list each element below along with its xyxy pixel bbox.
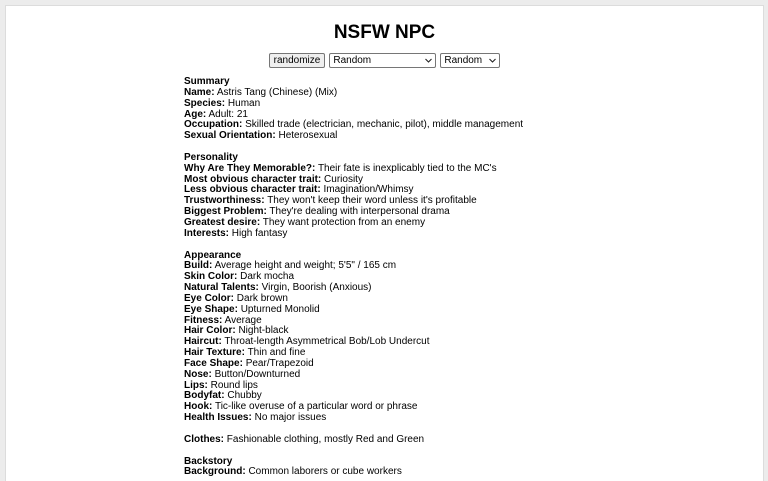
row-label: Lips: <box>184 379 208 391</box>
row-value: They're dealing with interpersonal drama <box>269 206 450 218</box>
summary-heading: Summary <box>184 76 230 87</box>
row-label: Less obvious character trait: <box>184 184 321 196</box>
appearance-section <box>184 251 523 425</box>
row-value: Human <box>227 97 261 109</box>
row-value: Adult: 21 <box>208 108 248 120</box>
row-value: Dark mocha <box>240 271 295 283</box>
row-label: Natural Talents: <box>184 282 259 294</box>
row-value: Thin and fine <box>247 347 306 359</box>
row-label: Eye Color: <box>184 292 235 304</box>
clothes-section <box>184 435 523 446</box>
row-value: Average <box>224 314 262 326</box>
row-label: Face Shape: <box>184 357 243 369</box>
clothes-row <box>184 435 523 446</box>
row-value: They won't keep their word unless it's profitable <box>267 195 477 207</box>
row-label: Sexual Orientation: <box>184 130 276 142</box>
row-value: Tic-like overuse of a particular word or phrase <box>214 401 418 413</box>
appearance-heading: Appearance <box>184 249 242 261</box>
row-label: Hook: <box>184 401 213 413</box>
row-label: Nose: <box>184 368 212 380</box>
personality-section <box>184 153 523 240</box>
row-value: Button/Downturned <box>214 368 301 380</box>
row-value: Average height and weight; 5'5" / 165 cm <box>214 260 397 272</box>
row-value: No major issues <box>254 412 327 424</box>
row-value: Throat-length Asymmetrical Bob/Lob Undercut <box>224 336 430 348</box>
row-label: Occupation: <box>184 119 243 131</box>
row-label: Hair Texture: <box>184 347 245 359</box>
row-value: Their fate is inexplicably tied to the MC's <box>317 162 497 174</box>
row-label: Species: <box>184 97 226 109</box>
row-label: Interests: <box>184 227 230 239</box>
row-value: They want protection from an enemy <box>262 216 426 228</box>
row-value: Night-black <box>238 325 289 337</box>
row-label: Hair Color: <box>184 325 236 337</box>
gender-select[interactable] <box>440 53 500 68</box>
row-label: Trustworthiness: <box>184 195 265 207</box>
row-label: Health Issues: <box>184 412 252 424</box>
row-label: Age: <box>184 108 207 120</box>
row-value: Astris Tang (Chinese) (Mix) <box>216 86 338 98</box>
personality-row <box>184 229 523 240</box>
row-label: Bodyfat: <box>184 390 225 402</box>
row-label: Eye Shape: <box>184 303 238 315</box>
row-value: Round lips <box>210 379 258 391</box>
backstory-heading: Backstory <box>184 455 233 467</box>
row-value: Heterosexual <box>278 130 338 142</box>
summary-section <box>184 77 523 142</box>
appearance-row <box>184 413 523 424</box>
npc-details <box>184 77 523 481</box>
row-label: Build: <box>184 260 213 272</box>
personality-heading: Personality <box>184 151 238 163</box>
row-label: Greatest desire: <box>184 216 261 228</box>
backstory-row <box>184 467 523 478</box>
row-label: Fitness: <box>184 314 223 326</box>
randomize-button[interactable]: randomize <box>269 53 326 68</box>
row-value: Skilled trade (electrician, mechanic, pilot), middle management <box>245 119 524 131</box>
row-label: Haircut: <box>184 336 222 348</box>
summary-row <box>184 131 523 142</box>
gender-select-value: Random <box>444 55 483 66</box>
row-label: Biggest Problem: <box>184 206 267 218</box>
chevron-down-icon <box>425 57 432 64</box>
row-label: Background: <box>184 466 246 478</box>
page-container <box>5 5 764 481</box>
row-label: Skin Color: <box>184 271 238 283</box>
row-value: Fashionable clothing, mostly Red and Green <box>226 433 425 445</box>
row-value: High fantasy <box>231 227 288 239</box>
row-value: Upturned Monolid <box>240 303 320 315</box>
controls-bar <box>6 53 763 68</box>
page-title: NSFW NPC <box>333 22 436 43</box>
row-label: Clothes: <box>184 433 224 445</box>
row-value: Chubby <box>227 390 262 402</box>
backstory-section <box>184 457 523 479</box>
chevron-down-icon <box>489 57 496 64</box>
row-value: Common laborers or cube workers <box>248 466 402 478</box>
category-select[interactable] <box>329 53 436 68</box>
row-label: Name: <box>184 86 215 98</box>
row-label: Most obvious character trait: <box>184 173 322 185</box>
row-label: Why Are They Memorable?: <box>184 162 316 174</box>
category-select-value: Random <box>333 55 372 66</box>
row-value: Dark brown <box>236 292 288 304</box>
row-value: Curiosity <box>324 173 363 185</box>
row-value: Imagination/Whimsy <box>323 184 414 196</box>
row-value: Virgin, Boorish (Anxious) <box>261 282 372 294</box>
row-value: Pear/Trapezoid <box>245 357 314 369</box>
